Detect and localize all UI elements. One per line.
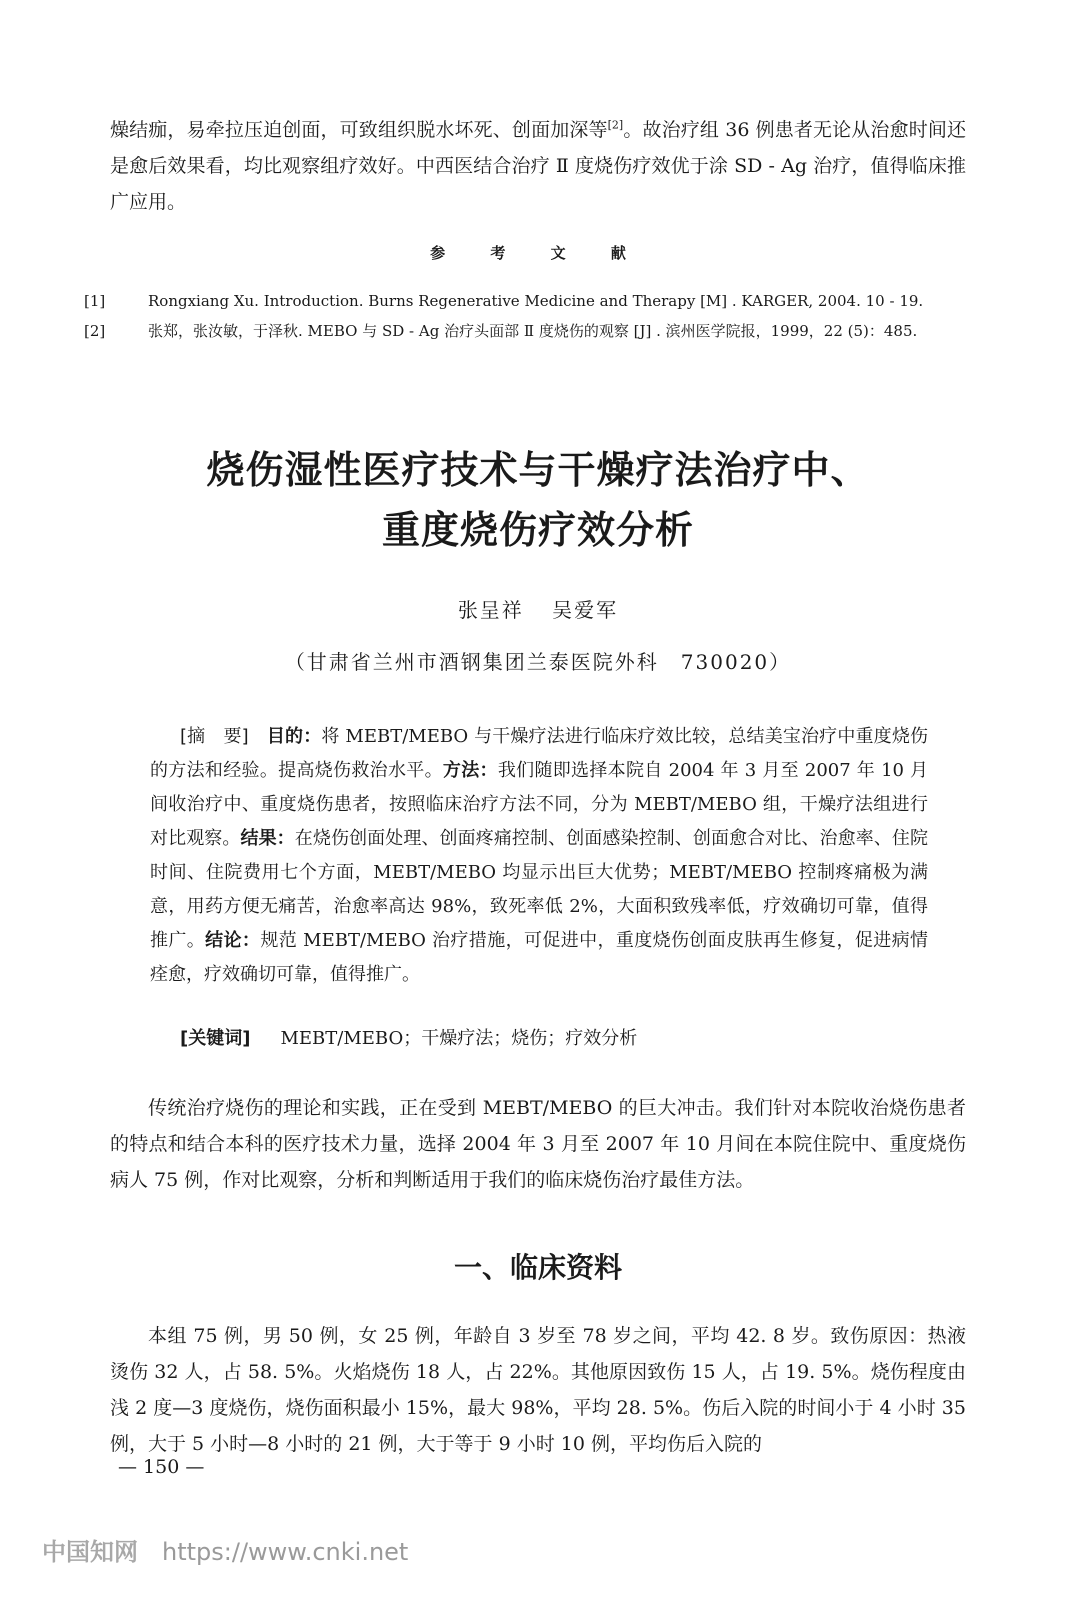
abstract-purpose: 将 MEBT/MEBO 与干燥疗法进行临床疗效比较，总结美宝治疗中重度烧伤的方法和经验。提高烧伤救治水平。 <box>150 726 929 781</box>
abstract-method: 我们随即选择本院自 2004 年 3 月至 2007 年 10 月间收治疗中、重度烧伤患者，按照临床治疗方法不同，分为 MEBT/MEBO 组，干燥疗法组进行对比观察。 <box>150 760 929 849</box>
page-number: — 150 — <box>118 1456 205 1478</box>
continuation-text-b: 。故治疗组 36 例患者无论从治愈时间还是愈后效果看，均比观察组疗效好。中西医结合治疗 Ⅱ 度烧伤疗效优于涂 SD - Ag 治疗，值得临床推广应用。 <box>110 119 966 213</box>
continuation-text-a: 燥结痂，易牵拉压迫创面，可致组织脱水坏死、创面加深等 <box>110 119 608 141</box>
section-heading: 一、临床资料 <box>453 1251 622 1284</box>
reference-number: [2] <box>84 322 106 340</box>
abstract-conclusion-label: 结论： <box>205 930 261 951</box>
title-line-2: 重度烧伤疗效分析 <box>381 508 694 552</box>
section-paragraph: 本组 75 例，男 50 例，女 25 例，年龄自 3 岁至 78 岁之间，平均 42. 8 岁。致伤原因：热液烫伤 32 人，占 58. 5%。火焰烧伤 18 人，占 22%。其他原因致伤 15 人，占 19. 5%。烧伤程度由浅 2 度—3 度烧伤，烧伤面积最小 15%，最大 98%，平均 28. 5%。伤后入院的时间小于 4 小时 35 例，大于 5 小时—8 小时的 21 例，大于等于 9 小时 10 例，平均伤后入院的 <box>110 1325 966 1455</box>
cnki-watermark <box>42 1532 408 1567</box>
abstract-method-label: 方法： <box>442 760 498 781</box>
author-name: 吴爱军 <box>552 598 619 622</box>
keywords-tag: [关键词] <box>180 1028 251 1049</box>
abstract <box>150 720 928 992</box>
reference-text: 张郑，张汝敏，于泽秋. MEBO 与 SD - Ag 治疗头面部 Ⅱ 度烧伤的观察 [J] . 滨州医学院报，1999，22 (5)：485. <box>148 322 918 340</box>
watermark-brand: 中国知网 <box>42 1538 138 1566</box>
reference-item <box>84 316 966 346</box>
watermark-url[interactable]: https://www.cnki.net <box>162 1538 409 1566</box>
abstract-result: 在烧伤创面处理、创面疼痛控制、创面感染控制、创面愈合对比、治愈率、住院时间、住院费用七个方面，MEBT/MEBO 均显示出巨大优势；MEBT/MEBO 控制疼痛极为满意，用药方便无痛苦，治愈率高达 98%，致死率低 2%，大面积致残率低，疗效确切可靠，值得推广。 <box>150 828 929 951</box>
abstract-tag: [摘 要] <box>180 726 249 747</box>
citation-mark[interactable]: [2] <box>607 118 624 132</box>
intro-paragraph: 传统治疗烧伤的理论和实践，正在受到 MEBT/MEBO 的巨大冲击。我们针对本院收治烧伤患者的特点和结合本科的医疗技术力量，选择 2004 年 3 月至 2007 年 10 月间在本院住院中、重度烧伤病人 75 例，作对比观察，分析和判断适用于我们的临床烧伤治疗最佳方法。 <box>110 1097 966 1191</box>
abstract-purpose-label: 目的： <box>266 726 322 747</box>
abstract-result-label: 结果： <box>240 828 295 849</box>
keywords-text: MEBT/MEBO；干燥疗法；烧伤；疗效分析 <box>280 1028 638 1049</box>
references-heading: 参 考 文 献 <box>430 244 646 262</box>
reference-item <box>84 286 966 316</box>
reference-number: [1] <box>84 292 106 310</box>
reference-text: Rongxiang Xu. Introduction. Burns Regenerative Medicine and Therapy [M] . KARGER, 2004. 10 - 19. <box>148 292 924 310</box>
author-list <box>0 594 1076 623</box>
reference-list <box>84 286 966 346</box>
abstract-conclusion: 规范 MEBT/MEBO 治疗措施，可促进中，重度烧伤创面皮肤再生修复，促进病情痊愈，疗效确切可靠，值得推广。 <box>150 930 929 985</box>
author-name: 张呈祥 <box>457 598 524 622</box>
article-title <box>0 440 1076 560</box>
keywords <box>150 1022 928 1056</box>
continuation-paragraph <box>110 112 966 220</box>
title-line-1: 烧伤湿性医疗技术与干燥疗法治疗中、 <box>206 448 870 492</box>
affiliation: （甘肃省兰州市酒钢集团兰泰医院外科 730020） <box>284 650 792 674</box>
